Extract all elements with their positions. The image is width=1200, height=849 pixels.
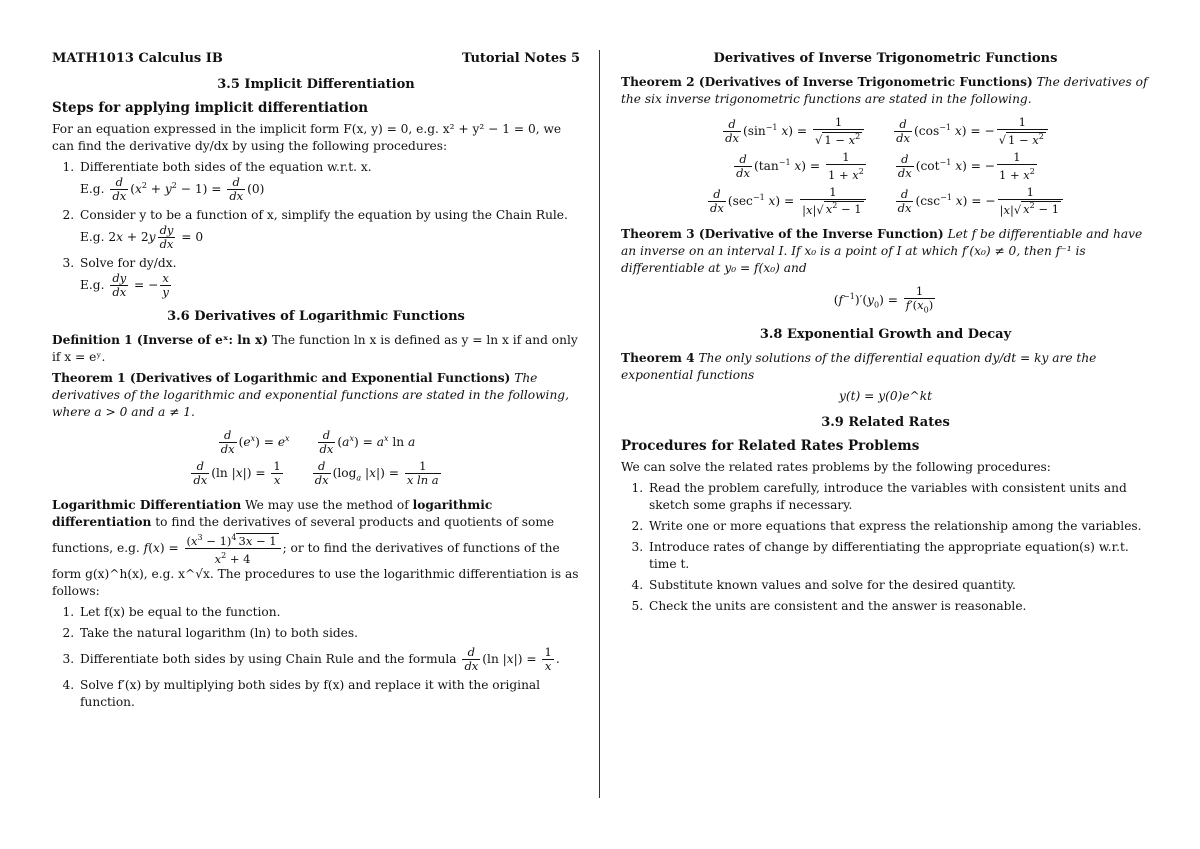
inverse-trig-title: Derivatives of Inverse Trigonometric Functions: [713, 51, 1058, 66]
log-diff-step-2: 2. Take the natural logarithm (ln) to both sides.: [78, 625, 580, 642]
theorem-4: Theorem 4 The only solutions of the differential equation dy/dt = ky are the exponential functions: [621, 350, 1097, 382]
section-3-6-title: 3.6 Derivatives of Logarithmic Functions: [167, 309, 465, 324]
inverse-derivative-formula: $(f^{-1})'(y_0)$ = $\frac{1}{f'(x_0)}$: [833, 284, 934, 315]
related-rates-list: [621, 480, 1150, 615]
log-exp-derivatives: $\frac{d}{dx}$ $(e^x) = e^x$ $\frac{d}{dx}$ $(a^x) = a^x$ ln a $\frac{d}{dx}$ (ln |x|) = $\frac{1}{x}$ $\frac{d}{dx}$ ($\log_a$ |x|) = $\frac{1}{\text{x ln a}}$: [193, 428, 439, 487]
related-rates-step-3: 3. Introduce rates of change by differentiating the appropriate equation(s) w.r.t. time t.: [647, 539, 1150, 573]
page-header: [52, 50, 580, 67]
related-rates-intro: We can solve the related rates problems by the following procedures:: [621, 459, 1051, 474]
exponential-solution: y(t) = y(0)e^kt: [838, 388, 933, 403]
left-column: [52, 50, 580, 715]
example-3: E.g. $\frac{dy}{dx}$ = − $\frac{x}{y}$: [80, 271, 169, 299]
implicit-step-1: 1. Differentiate both sides of the equation w.r.t. x. E.g. $\frac{d}{dx}$ $(x^2 + y^2 - 1)$ = $\frac{d}{dx}$ (0): [78, 159, 580, 203]
theorem-3: Theorem 3 (Derivative of the Inverse Function) Let f be differentiable and have an inverse on an interval I. If x₀ is a point of I at which f′(x₀) ≠ 0, then f⁻¹ is differentiable at y₀ = f(x₀) and: [621, 227, 1143, 276]
related-rates-title: Procedures for Related Rates Problems: [621, 437, 920, 454]
theorem-1: Theorem 1 (Derivatives of Logarithmic and Exponential Functions) The derivatives of the logarithmic and exponential functions are stated in the following, where a > 0 and a ≠ 1.: [52, 371, 569, 419]
implicit-step-3: 3. Solve for dy/dx. E.g. $\frac{dy}{dx}$ = − $\frac{x}{y}$: [78, 255, 580, 299]
related-rates-step-4: 4. Substitute known values and solve for the desired quantity.: [647, 577, 1150, 594]
column-divider: [599, 50, 600, 798]
section-3-8-title: 3.8 Exponential Growth and Decay: [759, 326, 1012, 342]
related-rates-step-5: 5. Check the units are consistent and the answer is reasonable.: [647, 598, 1150, 615]
definition-1: Definition 1 (Inverse of eˣ: ln x) The function ln x is defined as y = ln x if and only if x = eʸ.: [52, 333, 578, 364]
example-2: E.g. 2x + 2y $\frac{dy}{dx}$ = 0: [80, 223, 204, 251]
inverse-trig-derivatives: $\frac{d}{dx}$ ($\sin^{-1}$ x) = $\frac{1}{√ 1 - x^2}$ $\frac{d}{dx}$ ($\cos^{-1}$ x) = − $\frac{1}{√ 1 - x^2}$ $\frac{d}{dx}$ ($\tan^{-1}$ x) = $\frac{1}{1 + x^2}$ $\frac{d}{dx}$ ($\cot^{-1}$ x) = − $\frac{1}{1 + x^2}$ $\frac{d}{dx}$ ($\sec^{-1}$ x) = $\frac{1}{|x|√ x^2 - 1}$ $\frac{d}{dx}$ ($\csc^{-1}$ x) = − $\frac{1}{|x|√ x^2 - 1}$: [621, 116, 1150, 216]
section-3-5-title: 3.5 Implicit Differentiation: [217, 77, 415, 92]
log-diff-step-3: 3. Differentiate both sides by using Chain Rule and the formula $\frac{d}{dx}$ (ln |x|) = $\frac{1}{x}$ .: [78, 646, 580, 673]
notes-title: Tutorial Notes 5: [461, 51, 580, 66]
related-rates-step-1: 1. Read the problem carefully, introduce the variables with consistent units and sketch some graphs if necessary.: [647, 480, 1150, 514]
right-column: [621, 50, 1150, 619]
log-differentiation: Logarithmic Differentiation We may use the method of logarithmic differentiation to find the derivatives of several products and quotients of some functions, e.g. f(x) = $\frac{(x^3 - 1)^4 3x - 1}{x^2 + 4}$ ; or to find the derivatives of functions of the form g(x)^h(x), e.g. x^√x. The procedures to use the logarithmic differentiation is as follows:: [52, 498, 579, 598]
log-diff-steps-list: [52, 604, 580, 711]
implicit-steps-list: [52, 159, 580, 299]
log-diff-step-4: 4. Solve f′(x) by multiplying both sides by f(x) and replace it with the original function.: [78, 677, 580, 711]
log-diff-step-1: 1. Let f(x) be equal to the function.: [78, 604, 580, 621]
section-3-9-title: 3.9 Related Rates: [821, 414, 950, 430]
related-rates-step-2: 2. Write one or more equations that express the relationship among the variables.: [647, 518, 1150, 535]
example-1: E.g. $\frac{d}{dx}$ $(x^2 + y^2 - 1)$ = $\frac{d}{dx}$ (0): [80, 175, 265, 203]
course-title: MATH1013 Calculus IB: [52, 51, 223, 66]
steps-intro: For an equation expressed in the implicit form F(x, y) = 0, e.g. x² + y² − 1 = 0, we can find the derivative dy/dx by using the following procedures:: [52, 122, 562, 153]
theorem-2: Theorem 2 (Derivatives of Inverse Trigonometric Functions) The derivatives of the six inverse trigonometric functions are stated in the following.: [621, 75, 1148, 106]
steps-title: Steps for applying implicit differentiation: [52, 100, 369, 116]
implicit-step-2: 2. Consider y to be a function of x, simplify the equation by using the Chain Rule. E.g. 2x + 2y $\frac{dy}{dx}$ = 0: [78, 207, 580, 251]
